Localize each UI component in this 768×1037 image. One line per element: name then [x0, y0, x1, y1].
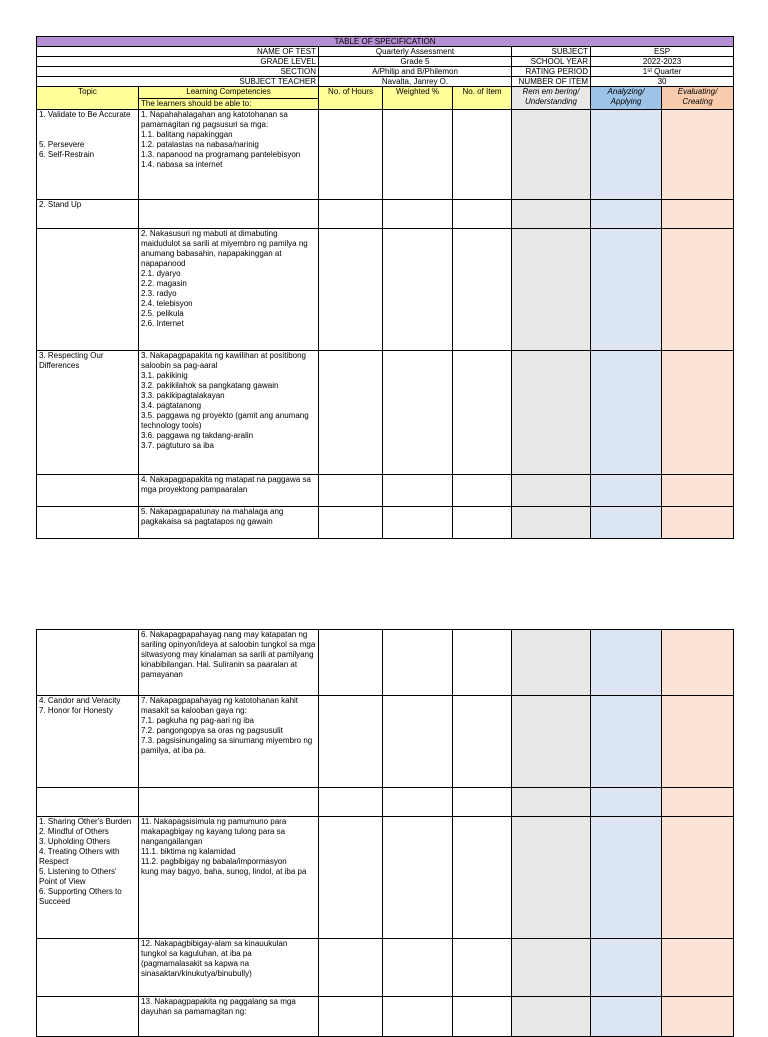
- remembering-cell: [512, 630, 591, 696]
- competency-cell: [139, 788, 319, 817]
- table-row: [37, 351, 734, 475]
- weighted-cell: [383, 817, 453, 939]
- evaluating-cell: [662, 110, 734, 200]
- table-row: [37, 229, 734, 351]
- evaluating-cell: [662, 351, 734, 475]
- hours-cell: [319, 788, 383, 817]
- rating-period-label: RATING PERIOD: [512, 67, 591, 77]
- topic-cell: 1. Sharing Other's Burden 2. Mindful of Others 3. Upholding Others 4. Treating Others with Respect 5. Listening to Others' Point of View 6. Supporting Others to Succeed: [37, 817, 139, 939]
- table-row: [37, 110, 734, 200]
- no-item-cell: [453, 630, 512, 696]
- grade-level-value: Grade 5: [319, 57, 512, 67]
- table-row: [37, 630, 734, 696]
- analyzing-cell: [591, 200, 662, 229]
- remembering-cell: [512, 351, 591, 475]
- competency-cell: 2. Nakasusuri ng mabuti at dimabuting maidudulot sa sarili at miyembro ng pamilya ng anumang babasahin, napapakinggan at napapanood 2.1. dyaryo 2.2. magasin 2.3. radyo 2.4. telebisyon 2.5. pelikula 2.6. Internet: [139, 229, 319, 351]
- competency-cell: 6. Nakapagpapahayag nang may katapatan ng sariling opinyon/ideya at saloobin tungkol sa mga sitwasyong may kinalaman sa sarili at pamilyang kinabibilangan. Hal. Suliranin sa paaralan at pamayanan: [139, 630, 319, 696]
- weighted-cell: [383, 351, 453, 475]
- competency-cell: 3. Nakapagpapakita ng kawilihan at positibong saloobin sa pag-aaral 3.1. pakikinig 3.2. pakikilahok sa pangkatang gawain 3.3. pakikipagtalakayan 3.4. pagtatanong 3.5. paggawa ng proyekto (gamit ang anumang technology tools) 3.6. paggawa ng takdang-aralin 3.7. pagtuturo sa iba: [139, 351, 319, 475]
- col-header-hours: No. of Hours: [319, 87, 383, 110]
- no-item-cell: [453, 997, 512, 1037]
- remembering-cell: [512, 507, 591, 539]
- evaluating-cell: [662, 997, 734, 1037]
- no-item-cell: [453, 475, 512, 507]
- no-item-cell: [453, 351, 512, 475]
- subject-label: SUBJECT: [512, 47, 591, 57]
- no-item-cell: [453, 110, 512, 200]
- weighted-cell: [383, 110, 453, 200]
- weighted-cell: [383, 997, 453, 1037]
- remembering-cell: [512, 939, 591, 997]
- rating-period-text: Quarter: [651, 67, 682, 76]
- table-title: TABLE OF SPECIFICATION: [37, 37, 734, 47]
- hours-cell: [319, 110, 383, 200]
- remembering-cell: [512, 788, 591, 817]
- topic-cell: [37, 939, 139, 997]
- topic-cell: [37, 475, 139, 507]
- evaluating-cell: [662, 788, 734, 817]
- analyzing-cell: [591, 507, 662, 539]
- subject-value: ESP: [591, 47, 734, 57]
- remembering-cell: [512, 110, 591, 200]
- topic-cell: [37, 507, 139, 539]
- competency-cell: 11. Nakapagsisimula ng pamumuno para makapagbigay ng kayang tulong para sa nangangailangan 11.1. biktima ng kalamidad 11.2. pagbibigay ng babala/impormasyon kung may bagyo, baha, sunog, lindol, at iba pa: [139, 817, 319, 939]
- topic-cell: 4. Candor and Veracity 7. Honor for Honesty: [37, 696, 139, 788]
- name-of-test-value: Quarterly Assessment: [319, 47, 512, 57]
- evaluating-cell: [662, 475, 734, 507]
- evaluating-cell: [662, 939, 734, 997]
- topic-cell: 2. Stand Up: [37, 200, 139, 229]
- col-header-analyzing: Analyzing/ Applying: [591, 87, 662, 110]
- topic-cell: 1. Validate to Be Accurate 5. Persevere 6. Self-Restrain: [37, 110, 139, 200]
- no-item-cell: [453, 817, 512, 939]
- school-year-value: 2022-2023: [591, 57, 734, 67]
- weighted-cell: [383, 200, 453, 229]
- remembering-cell: [512, 229, 591, 351]
- table-row: [37, 788, 734, 817]
- analyzing-cell: [591, 110, 662, 200]
- table-row: [37, 475, 734, 507]
- no-item-cell: [453, 939, 512, 997]
- remembering-cell: [512, 475, 591, 507]
- no-item-cell: [453, 507, 512, 539]
- analyzing-cell: [591, 475, 662, 507]
- evaluating-cell: [662, 696, 734, 788]
- teacher-label: SUBJECT TEACHER: [37, 77, 319, 87]
- remembering-cell: [512, 817, 591, 939]
- weighted-cell: [383, 939, 453, 997]
- competency-cell: 12. Nakapagbibigay-alam sa kinauukulan tungkol sa kaguluhan, at iba pa (pagmamalasakit sa kapwa na sinasaktan/kinukutya/binubully): [139, 939, 319, 997]
- learners-note: The learners should be able to:: [139, 99, 319, 110]
- no-item-cell: [453, 200, 512, 229]
- no-item-cell: [453, 788, 512, 817]
- tos-table-page-1: [36, 36, 734, 539]
- analyzing-cell: [591, 939, 662, 997]
- hours-cell: [319, 939, 383, 997]
- evaluating-cell: [662, 817, 734, 939]
- evaluating-cell: [662, 630, 734, 696]
- weighted-cell: [383, 475, 453, 507]
- grade-level-label: GRADE LEVEL: [37, 57, 319, 67]
- section-label: SECTION: [37, 67, 319, 77]
- col-header-competencies: Learning Competencies: [139, 87, 319, 99]
- col-header-remembering: Rem em bering/ Understanding: [512, 87, 591, 110]
- remembering-cell: [512, 696, 591, 788]
- hours-cell: [319, 997, 383, 1037]
- analyzing-cell: [591, 229, 662, 351]
- no-item-cell: [453, 229, 512, 351]
- competency-cell: 7. Nakapagpapahayag ng katotohanan kahit masakit sa kalooban gaya ng: 7.1. pagkuha ng pag-aari ng iba 7.2. pangongopya sa oras ng pagsusulit 7.3. pagsisinungaling sa sinumang miyembro ng pamilya, at iba pa.: [139, 696, 319, 788]
- evaluating-cell: [662, 229, 734, 351]
- number-of-item-value: 30: [591, 77, 734, 87]
- number-of-item-label: NUMBER OF ITEM: [512, 77, 591, 87]
- hours-cell: [319, 630, 383, 696]
- analyzing-cell: [591, 817, 662, 939]
- school-year-label: SCHOOL YEAR: [512, 57, 591, 67]
- evaluating-cell: [662, 507, 734, 539]
- hours-cell: [319, 696, 383, 788]
- table-row: [37, 696, 734, 788]
- table-row: [37, 939, 734, 997]
- analyzing-cell: [591, 696, 662, 788]
- weighted-cell: [383, 696, 453, 788]
- weighted-cell: [383, 630, 453, 696]
- weighted-cell: [383, 229, 453, 351]
- rating-period-number: 1: [642, 67, 648, 76]
- name-of-test-label: NAME OF TEST: [37, 47, 319, 57]
- topic-cell: [37, 229, 139, 351]
- analyzing-cell: [591, 997, 662, 1037]
- table-row: [37, 507, 734, 539]
- no-item-cell: [453, 696, 512, 788]
- topic-cell: [37, 630, 139, 696]
- col-header-weighted: Weighted %: [383, 87, 453, 110]
- hours-cell: [319, 817, 383, 939]
- topic-cell: 3. Respecting Our Differences: [37, 351, 139, 475]
- remembering-cell: [512, 200, 591, 229]
- analyzing-cell: [591, 788, 662, 817]
- col-header-evaluating: Evaluating/ Creating: [662, 87, 734, 110]
- competency-cell: 4. Nakapagpapakita ng matapat na paggawa sa mga proyektong pampaaralan: [139, 475, 319, 507]
- hours-cell: [319, 229, 383, 351]
- hours-cell: [319, 200, 383, 229]
- col-header-no-item: No. of Item: [453, 87, 512, 110]
- weighted-cell: [383, 788, 453, 817]
- hours-cell: [319, 475, 383, 507]
- analyzing-cell: [591, 630, 662, 696]
- competency-cell: 13. Nakapagpapakita ng paggalang sa mga dayuhan sa pamamagitan ng:: [139, 997, 319, 1037]
- hours-cell: [319, 351, 383, 475]
- weighted-cell: [383, 507, 453, 539]
- rating-period-value: [591, 67, 734, 77]
- hours-cell: [319, 507, 383, 539]
- evaluating-cell: [662, 200, 734, 229]
- table-row: [37, 997, 734, 1037]
- tos-table-page-2: [36, 629, 734, 1037]
- remembering-cell: [512, 997, 591, 1037]
- competency-cell: 5. Nakapagpapatunay na mahalaga ang pagkakaisa sa pagtatapos ng gawain: [139, 507, 319, 539]
- table-row: [37, 817, 734, 939]
- col-header-topic: Topic: [37, 87, 139, 110]
- table-row: [37, 200, 734, 229]
- analyzing-cell: [591, 351, 662, 475]
- competency-cell: [139, 200, 319, 229]
- topic-cell: [37, 997, 139, 1037]
- rating-period-suffix: st: [647, 68, 652, 74]
- section-value: A/Philip and B/Philemon: [319, 67, 512, 77]
- topic-cell: [37, 788, 139, 817]
- teacher-value: Navalta, Janrey O.: [319, 77, 512, 87]
- competency-cell: 1. Napahahalagahan ang katotohanan sa pamamagitan ng pagsusuri sa mga: 1.1. balitang napakinggan 1.2. patalastas na nabasa/narinig 1.3. napanood na programang pantelebisyon 1.4. nabasa sa internet: [139, 110, 319, 200]
